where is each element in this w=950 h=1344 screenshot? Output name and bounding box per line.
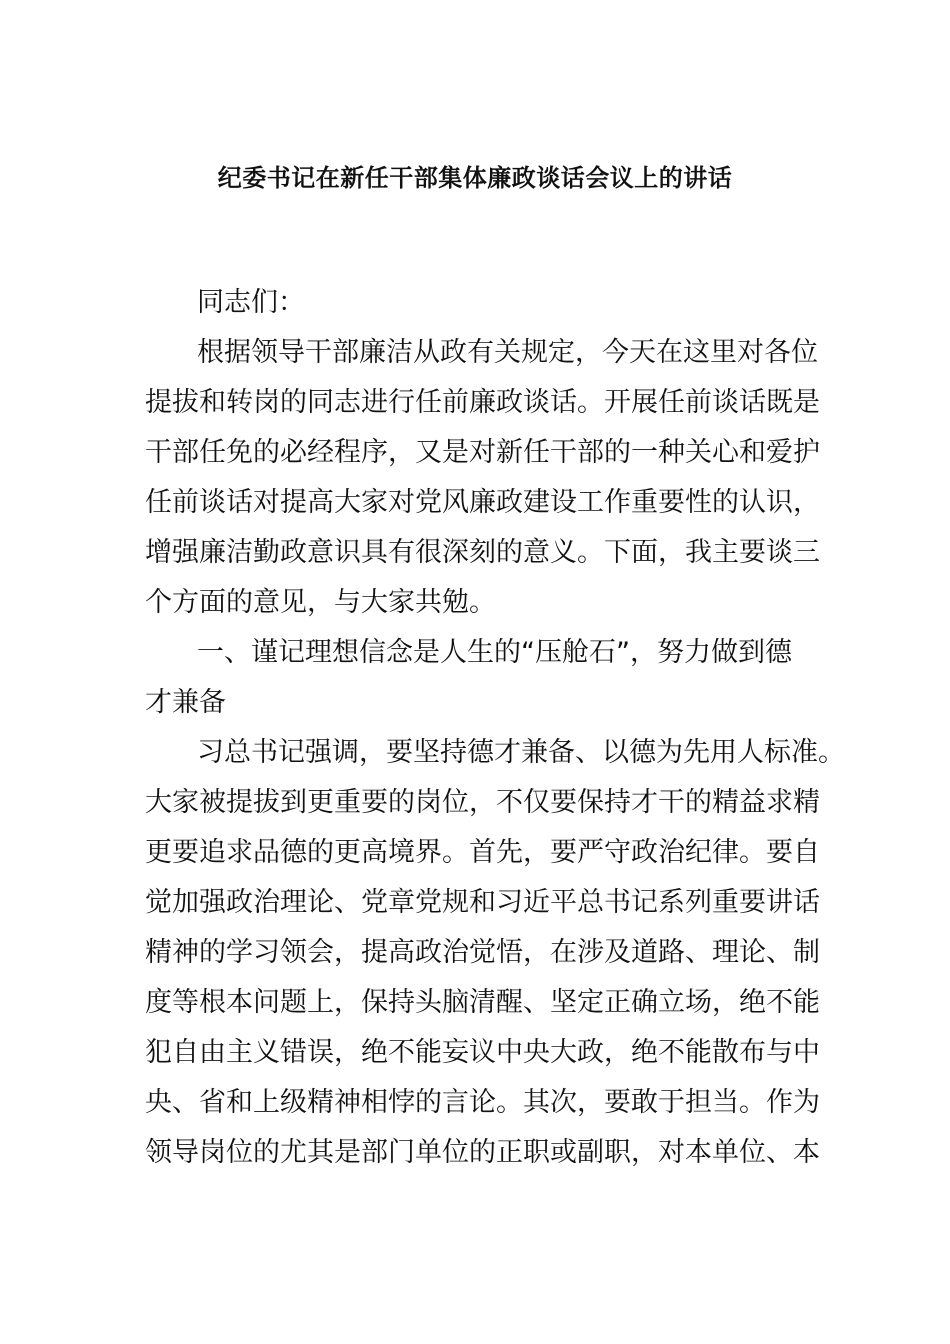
paragraph-line: 根据领导干部廉洁从政有关规定，今天在这里对各位 [197,337,818,368]
paragraph-line: 增强廉洁勤政意识具有很深刻的意义。下面，我主要谈三 [145,537,820,568]
paragraph-line: 央、省和上级精神相悖的言论。其次，要敢于担当。作为 [145,1087,820,1118]
paragraph-line: 觉加强政治理论、党章党规和习近平总书记系列重要讲话 [145,887,820,918]
paragraph-line: 领导岗位的尤其是部门单位的正职或副职，对本单位、本 [145,1137,820,1168]
salutation-line: 同志们： [197,287,305,318]
paragraph-line: 精神的学习领会，提高政治觉悟，在涉及道路、理论、制 [145,937,820,968]
document-title: 纪委书记在新任干部集体廉政谈话会议上的讲话 [217,164,733,192]
paragraph-line: 个方面的意见，与大家共勉。 [145,587,496,618]
paragraph-line: 更要追求品德的更高境界。首先，要严守政治纪律。要自 [145,837,820,868]
section-heading-line: 才兼备 [145,687,226,718]
paragraph-line: 提拔和转岗的同志进行任前廉政谈话。开展任前谈话既是 [145,387,820,418]
paragraph-line: 习总书记强调，要坚持德才兼备、以德为先用人标准。 [197,737,845,768]
paragraph-line: 任前谈话对提高大家对党风廉政建设工作重要性的认识， [145,487,820,518]
paragraph-line: 犯自由主义错误，绝不能妄议中央大政，绝不能散布与中 [145,1037,820,1068]
document-body [145,278,845,1178]
paragraph-line: 度等根本问题上，保持头脑清醒、坚定正确立场，绝不能 [145,987,820,1018]
paragraph-line: 干部任免的必经程序，又是对新任干部的一种关心和爱护 [145,437,820,468]
section-heading-line: 一、谨记理想信念是人生的“压舱石”，努力做到德 [197,637,792,668]
paragraph-line: 大家被提拔到更重要的岗位，不仅要保持才干的精益求精 [145,787,820,818]
